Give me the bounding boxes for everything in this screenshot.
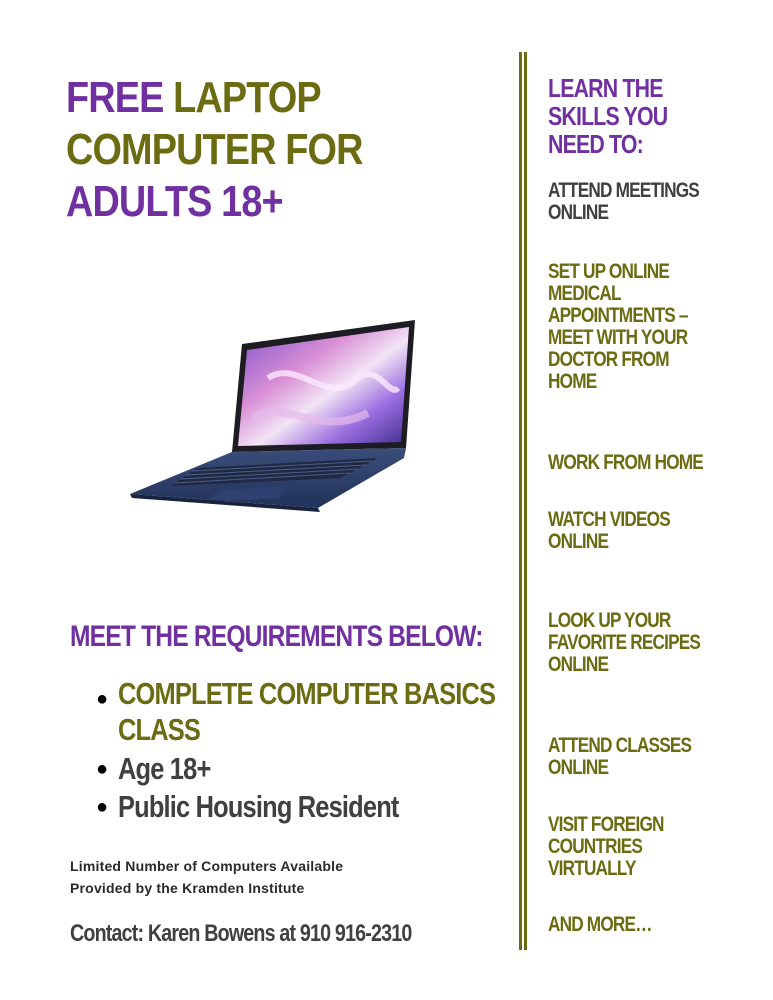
requirement-text: CLASS [118, 712, 201, 747]
skills-header: LEARN THE SKILLS YOU NEED TO: [548, 73, 668, 159]
contact-info: Contact: Karen Bowens at 910 916-2310 [70, 920, 412, 947]
bullet-icon: ● [96, 688, 109, 710]
skill-item: AND MORE… [548, 913, 652, 936]
availability-note [70, 855, 343, 899]
bullet-icon: ● [96, 796, 109, 818]
skill-item: SET UP ONLINE MEDICAL APPOINTMENTS – MEET WITH YOUR DOCTOR FROM HOME [548, 260, 688, 393]
headline-laptop-computer: LAPTOP COMPUTER FOR [66, 73, 363, 174]
skill-item: ATTEND MEETINGS ONLINE [548, 179, 699, 224]
note-line: Provided by the Kramden Institute [70, 880, 305, 896]
headline [66, 72, 427, 228]
headline-free: FREE [66, 73, 164, 122]
requirement-text: COMPLETE COMPUTER BASICS [118, 676, 496, 711]
skill-item: LOOK UP YOUR FAVORITE RECIPES ONLINE [548, 609, 701, 676]
laptop-icon [128, 318, 420, 514]
list-item [96, 752, 516, 786]
requirement-text: Public Housing Resident [118, 789, 399, 824]
requirements-title: MEET THE REQUIREMENTS BELOW: [70, 620, 483, 653]
requirement-text: Age 18+ [118, 751, 211, 786]
column-divider [519, 52, 527, 950]
list-item [96, 676, 516, 748]
headline-adults: ADULTS 18+ [66, 177, 283, 226]
requirements-list [96, 676, 516, 824]
note-line: Limited Number of Computers Available [70, 858, 344, 874]
skill-item: ATTEND CLASSES ONLINE [548, 734, 692, 779]
list-item [96, 790, 516, 824]
skill-item: WORK FROM HOME [548, 451, 703, 474]
skill-item: VISIT FOREIGN COUNTRIES VIRTUALLY [548, 813, 664, 880]
bullet-icon: ● [96, 758, 109, 780]
skill-item: WATCH VIDEOS ONLINE [548, 508, 670, 553]
